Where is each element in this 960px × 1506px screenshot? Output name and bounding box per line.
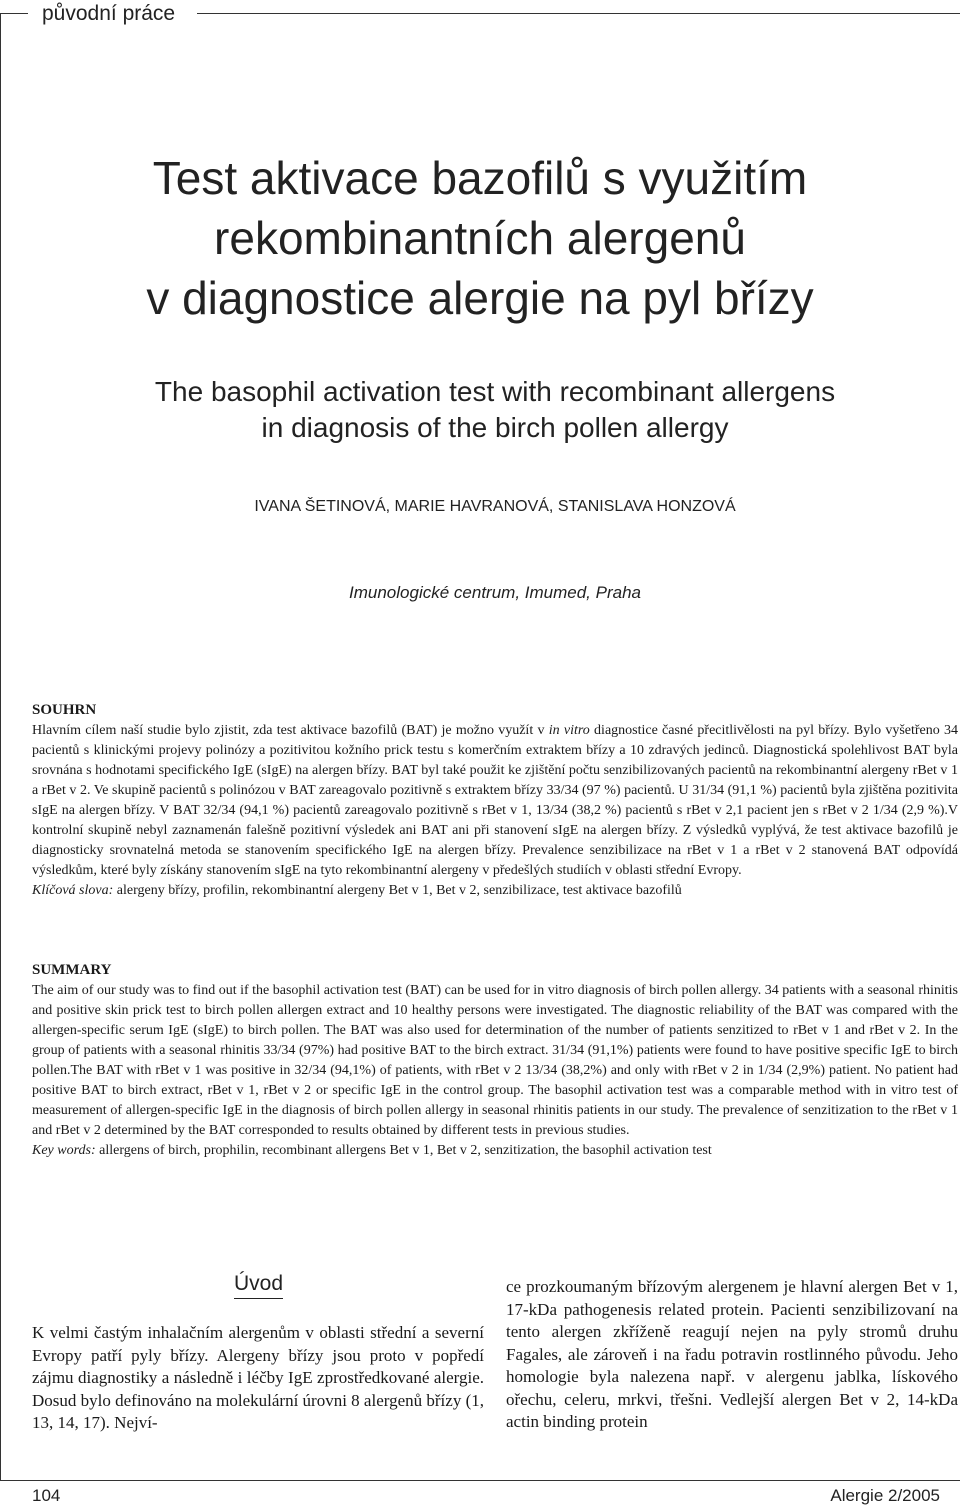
body-column-left (32, 1322, 484, 1435)
body-paragraph: ce prozkoumaným břízovým alergenem je hlavní alergen Bet v 1, 17-kDa pathogenesis related protein. Pacienti senzibilizovaní na tento alergen zkříženě reagují nejen na pyly stromů druhu Fagales, ale zároveň i na řadu potravin rostlinného původu. Jeho homologie byla nalezena např. v alergenu jablka, lískového ořechu, celeru, mrkvi, třešni. Vedlejší alergen Bet v 2, 14-kDa actin binding protein (506, 1277, 958, 1431)
keywords-english (32, 1141, 958, 1161)
keywords-english-label: Key words: (32, 1143, 96, 1158)
abstract-czech-heading: SOUHRN (32, 702, 97, 718)
journal-issue: Alergie 2/2005 (830, 1486, 940, 1505)
title-czech-line: rekombinantních alergenů (214, 212, 746, 264)
abstract-czech (32, 700, 958, 901)
keywords-english-text: allergens of birch, prophilin, recombinant allergens Bet v 1, Bet v 2, senzitization, the basophil activation test (95, 1143, 712, 1158)
abstract-czech-text-part: Hlavním cílem naší studie bylo zjistit, zda test aktivace bazofilů (BAT) je možno využít v (32, 723, 549, 738)
section-heading-uvod: Úvod (234, 1272, 283, 1299)
title-english (0, 374, 960, 446)
abstract-czech-italic: in vitro (548, 723, 590, 738)
footer-rule (0, 1480, 960, 1481)
title-english-line: in diagnosis of the birch pollen allergy (261, 412, 729, 443)
keywords-czech-text: alergeny břízy, profilin, rekombinantní alergeny Bet v 1, Bet v 2, senzibilizace, test aktivace bazofilů (113, 883, 682, 898)
body-column-right (506, 1276, 958, 1434)
abstract-czech-text-part: diagnostice časné přecitlivělosti na pyl břízy. Bylo vyšetřeno 34 pacientů s klinickými projevy polinózy a pozitivitou kožního prick testu s komerčním extraktem břízy a 10 zdravých jedinců. Diagnostická spolehlivost BAT byla srovnána s hodnotami specifického IgE (sIgE) na alergen břízy. BAT byl také použit ke zjištění počtu senzibilizovaných pacientů na rekombinantní alergeny rBet v 1 a rBet v 2. Ve skupině pacientů s polinózou v BAT zareagovalo pozitivně s extraktem břízy 33/34 (97 %) pacientů. U 31/34 (91,1 %) pacientů byla zjištěna pozitivita sIgE na alergen břízy. V BAT 32/34 (94,1 %) pacientů zareagovalo pozitivně s rBet v 1, 13/34 (38,2 %) pacientů s rBet v 2,1 pacient jen s rBet v 2 1/34 (2,9 %).V kontrolní skupině nebyl zaznamenán falešně pozitivní výsledek ani BAT ani při stanovení sIgE na alergen břízy. Z výsledků vyplývá, že test aktivace bazofilů je diagnosticky srovnatelná metoda se stanovením specifického IgE na alergen břízy. Prevalence senzibilizace na rBet v 1 a rBet v 2 stanovená BAT odpovídá výsledkům, které byly získány stanovením sIgE na tyto rekombinantní alergeny v předešlých studiích v oblasti střední Evropy. (32, 723, 959, 878)
keywords-czech (32, 881, 958, 901)
authors: IVANA ŠETINOVÁ, MARIE HAVRANOVÁ, STANISLAVA HONZOVÁ (254, 498, 736, 515)
title-czech-line: Test aktivace bazofilů s využitím (152, 152, 808, 204)
abstract-english-text: The aim of our study was to find out if the basophil activation test (BAT) can be used for in vitro diagnosis of birch pollen allergy. 34 patients with a seasonal rhinitis and positive skin prick test to birch pollen allergen extract and 10 healthy persons were investigated. The diagnostic reliability of the BAT was compared with the allergen-specific serum IgE (sIgE) to birch pollen. The BAT was also used for determination of the number of patients senzitized to rBet v 1 and rBet v 2. In the group of patients with a seasonal rhinitis 33/34 (97%) had positive BAT to the birch extract. 31/34 (91,1%) patients were found to have positive specific IgE to birch pollen.The BAT with rBet v 1 was positive in 32/34 (94,1%) of patients, with rBet v 2 13/34 (38,2%) and only with rBet v 2 in 1/34 (2,9%) patient. No patient had positive BAT to birch extract, rBet v 1, rBet v 2 or specific IgE in the control group. The basophil activation test was a comparable method with in vitro test of measurement of allergen-specific IgE in the diagnosis of birch pollen allergy in seasonal rhinitis patients in our study. The prevalence of senzitization to the rBet v 1 and rBet v 2 determined by the BAT corresponded to results obtained by different tests in previous studies. (32, 983, 958, 1138)
header-rule-left (0, 13, 28, 14)
abstract-english (32, 960, 958, 1161)
abstract-czech-text (32, 721, 958, 881)
section-label: původní práce (42, 2, 176, 25)
title-czech-line: v diagnostice alergie na pyl břízy (146, 272, 814, 324)
title-czech (0, 148, 960, 328)
affiliation: Imunologické centrum, Imumed, Praha (349, 583, 641, 602)
abstract-english-heading: SUMMARY (32, 962, 112, 978)
body-paragraph: K velmi častým inhalačním alergenům v oblasti střední a severní Evropy patří pyly břízy. Alergeny břízy jsou proto v popředí zájmu diagnostiky a následně i léčby IgE zprostředkované alergie. Dosud bylo definováno na molekulární úrovni 8 alergenů břízy (1, 13, 14, 17). Nejví- (32, 1323, 484, 1432)
keywords-czech-label: Klíčová slova: (32, 883, 114, 898)
header-rule-right (197, 13, 960, 14)
page-number: 104 (32, 1486, 61, 1505)
title-english-line: The basophil activation test with recombinant allergens (154, 376, 836, 407)
